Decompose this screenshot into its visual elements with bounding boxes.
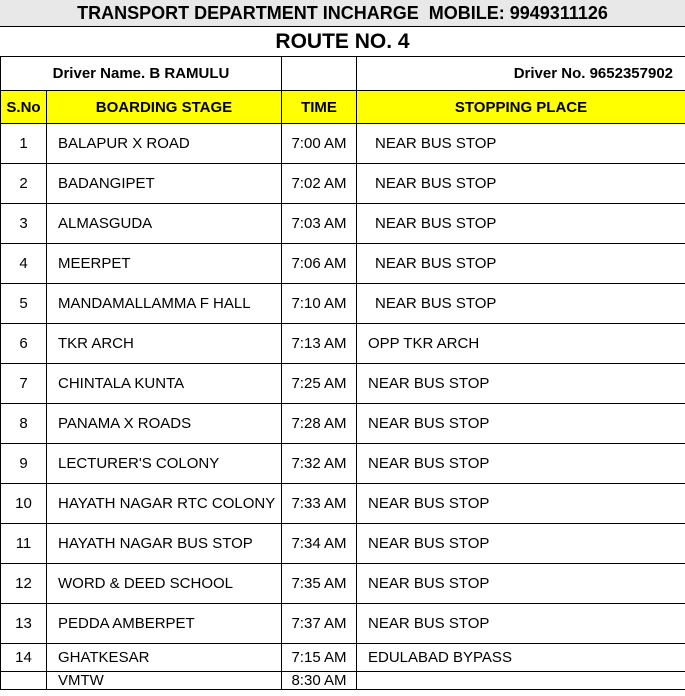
route-title: ROUTE NO. 4 [275,30,410,53]
final-stop-cell [357,672,685,690]
final-time: 8:30 AM [282,672,357,690]
row-boarding-stage: HAYATH NAGAR BUS STOP [47,524,282,564]
final-sno-cell [1,672,47,690]
row-time: 7:37 AM [282,604,357,644]
row-sno: 2 [1,164,47,204]
row-stopping-place: NEAR BUS STOP [357,564,685,604]
row-time: 7:33 AM [282,484,357,524]
row-stopping-place: NEAR BUS STOP [357,244,685,284]
row-stopping-place: NEAR BUS STOP [357,164,685,204]
row-stopping-place: NEAR BUS STOP [357,364,685,404]
row-sno: 4 [1,244,47,284]
row-time: 7:02 AM [282,164,357,204]
row-sno: 7 [1,364,47,404]
row-boarding-stage: CHINTALA KUNTA [47,364,282,404]
driver-name: Driver Name. B RAMULU [1,57,282,91]
row-boarding-stage: BALAPUR X ROAD [47,124,282,164]
transport-incharge-title: TRANSPORT DEPARTMENT INCHARGE MOBILE: 9949311126 [0,0,685,27]
driver-row [1,57,685,91]
row-stopping-place: NEAR BUS STOP [357,124,685,164]
row-stopping-place: NEAR BUS STOP [357,524,685,564]
row-stopping-place: NEAR BUS STOP [357,484,685,524]
table-row [1,284,685,324]
table-row [1,404,685,444]
row-time: 7:28 AM [282,404,357,444]
table-row [1,124,685,164]
final-destination: VMTW [47,672,282,690]
row-time: 7:25 AM [282,364,357,404]
row-time: 7:00 AM [282,124,357,164]
col-header-boarding-stage: BOARDING STAGE [47,91,282,124]
row-sno: 1 [1,124,47,164]
row-boarding-stage: PEDDA AMBERPET [47,604,282,644]
row-sno: 14 [1,644,47,672]
table-row [1,644,685,672]
row-sno: 8 [1,404,47,444]
driver-number: Driver No. 9652357902 [357,57,685,91]
route-table [0,56,685,690]
col-header-time: TIME [282,91,357,124]
row-sno: 13 [1,604,47,644]
table-row [1,484,685,524]
table-row [1,324,685,364]
row-boarding-stage: WORD & DEED SCHOOL [47,564,282,604]
driver-spacer-cell [282,57,357,91]
row-sno: 6 [1,324,47,364]
row-stopping-place: NEAR BUS STOP [357,284,685,324]
row-boarding-stage: HAYATH NAGAR RTC COLONY [47,484,282,524]
row-time: 7:06 AM [282,244,357,284]
table-row [1,524,685,564]
col-header-sno: S.No [1,91,47,124]
row-time: 7:15 AM [282,644,357,672]
row-stopping-place: NEAR BUS STOP [357,404,685,444]
row-boarding-stage: MANDAMALLAMMA F HALL [47,284,282,324]
table-row [1,444,685,484]
row-sno: 5 [1,284,47,324]
col-header-stopping-place: STOPPING PLACE [357,91,685,124]
row-boarding-stage: GHATKESAR [47,644,282,672]
row-time: 7:34 AM [282,524,357,564]
row-time: 7:03 AM [282,204,357,244]
row-time: 7:13 AM [282,324,357,364]
row-sno: 9 [1,444,47,484]
row-stopping-place: NEAR BUS STOP [357,444,685,484]
final-destination-row [1,672,685,690]
row-sno: 10 [1,484,47,524]
row-time: 7:32 AM [282,444,357,484]
row-stopping-place: EDULABAD BYPASS [357,644,685,672]
row-sno: 12 [1,564,47,604]
column-header-row [1,91,685,124]
row-stopping-place: OPP TKR ARCH [357,324,685,364]
row-boarding-stage: ALMASGUDA [47,204,282,244]
table-row [1,564,685,604]
row-sno: 11 [1,524,47,564]
row-sno: 3 [1,204,47,244]
row-boarding-stage: LECTURER'S COLONY [47,444,282,484]
row-boarding-stage: BADANGIPET [47,164,282,204]
table-row [1,204,685,244]
row-stopping-place: NEAR BUS STOP [357,604,685,644]
table-row [1,164,685,204]
table-row [1,604,685,644]
row-boarding-stage: MEERPET [47,244,282,284]
row-boarding-stage: TKR ARCH [47,324,282,364]
row-boarding-stage: PANAMA X ROADS [47,404,282,444]
table-row [1,364,685,404]
table-row [1,244,685,284]
row-stopping-place: NEAR BUS STOP [357,204,685,244]
row-time: 7:35 AM [282,564,357,604]
row-time: 7:10 AM [282,284,357,324]
